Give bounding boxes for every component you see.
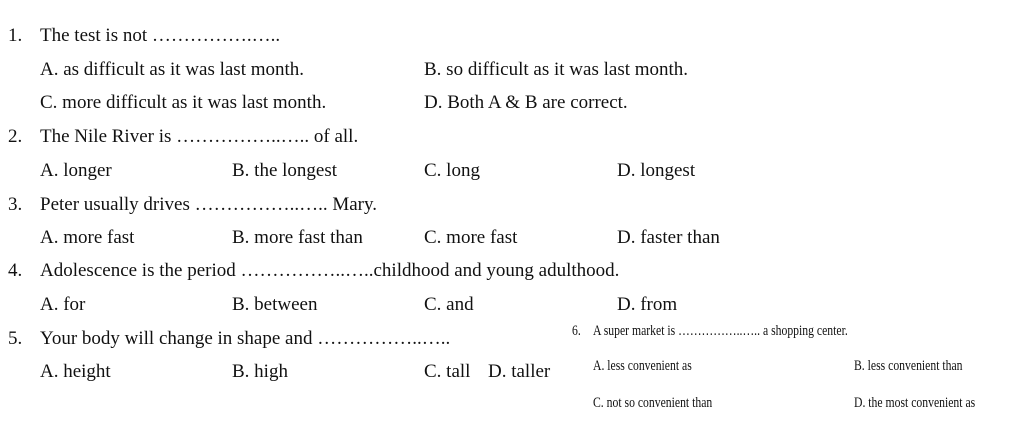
option-c: C. tall bbox=[424, 361, 471, 382]
option-c: C. more difficult as it was last month. bbox=[40, 92, 327, 113]
question-number: 4. bbox=[8, 260, 23, 281]
option-a: A. less convenient as bbox=[593, 358, 692, 374]
option-c: C. long bbox=[424, 160, 480, 181]
question-stem: A super market is ……………..….. a shopping center. bbox=[593, 323, 848, 339]
question-number: 3. bbox=[8, 194, 23, 215]
option-a: A. as difficult as it was last month. bbox=[40, 59, 305, 80]
question-stem: The test is not …………….….. bbox=[40, 25, 281, 46]
question-stem: The Nile River is ……………..….. of all. bbox=[40, 126, 359, 147]
option-d: D. longest bbox=[617, 160, 696, 181]
question-stem: Adolescence is the period ……………..…..childhood and young adulthood. bbox=[40, 260, 620, 281]
option-a: A. more fast bbox=[40, 227, 135, 248]
question-number: 6. bbox=[572, 323, 581, 339]
option-a: A. longer bbox=[40, 160, 112, 181]
question-stem: Your body will change in shape and ……………..….. bbox=[40, 328, 451, 349]
question-stem: Peter usually drives ……………..….. Mary. bbox=[40, 194, 378, 215]
question-number: 1. bbox=[8, 25, 23, 46]
option-c: C. not so convenient than bbox=[593, 395, 713, 411]
option-d: D. taller bbox=[488, 361, 551, 382]
option-d: D. the most convenient as bbox=[854, 395, 976, 411]
question-number: 2. bbox=[8, 126, 23, 147]
option-b: B. high bbox=[232, 361, 288, 382]
option-b: B. less convenient than bbox=[854, 358, 963, 374]
option-a: A. for bbox=[40, 294, 86, 315]
question-number: 5. bbox=[8, 328, 23, 349]
option-c: C. more fast bbox=[424, 227, 518, 248]
option-b: B. between bbox=[232, 294, 318, 315]
option-d: D. Both A & B are correct. bbox=[424, 92, 628, 113]
option-b: B. the longest bbox=[232, 160, 338, 181]
option-d: D. faster than bbox=[617, 227, 720, 248]
option-d: D. from bbox=[617, 294, 678, 315]
option-a: A. height bbox=[40, 361, 111, 382]
option-b: B. more fast than bbox=[232, 227, 363, 248]
option-c: C. and bbox=[424, 294, 474, 315]
option-b: B. so difficult as it was last month. bbox=[424, 59, 689, 80]
